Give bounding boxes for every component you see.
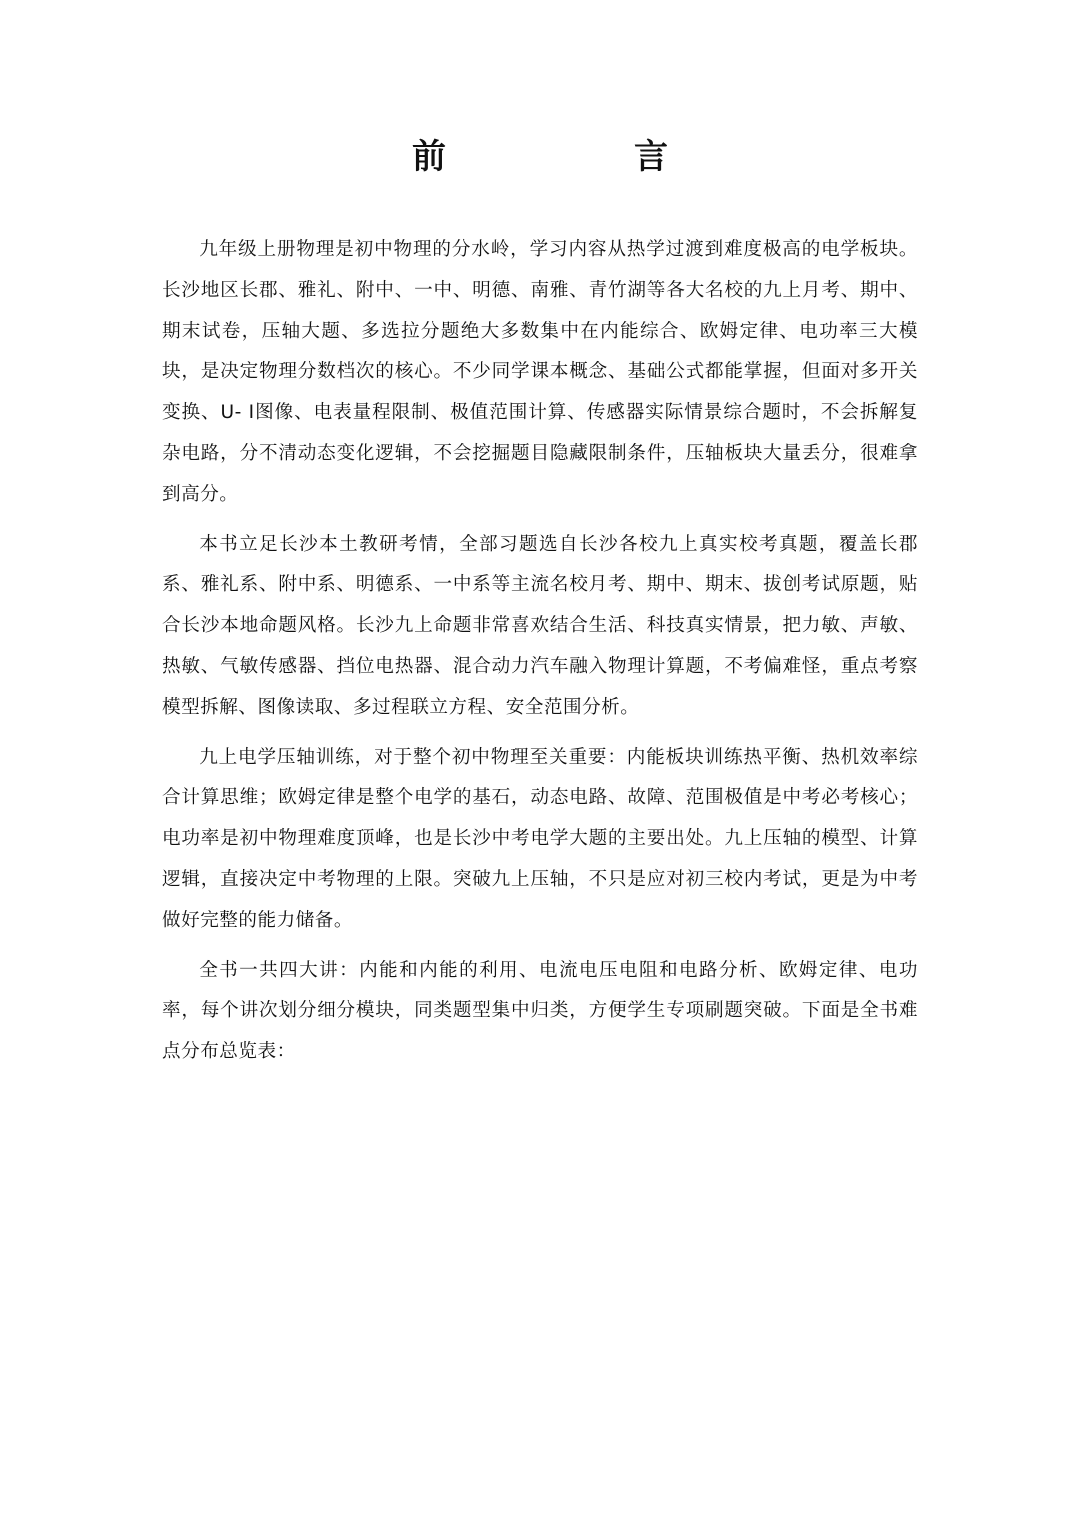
page-title: 前 言	[412, 137, 708, 177]
paragraph-4: 全书一共四大讲：内能和内能的利用、电流电压电阻和电路分析、欧姆定律、电功率，每个讲次划分细分模块，同类题型集中归类，方便学生专项刷题突破。下面是全书难点分布总览表：	[162, 959, 918, 1063]
preface-body	[162, 230, 918, 1082]
paragraph-3: 九上电学压轴训练，对于整个初中物理至关重要：内能板块训练热平衡、热机效率综合计算思维；欧姆定律是整个电学的基石，动态电路、故障、范围极值是中考必考核心；电功率是初中物理难度顶峰，也是长沙中考电学大题的主要出处。九上压轴的模型、计算逻辑，直接决定中考物理的上限。突破九上压轴，不只是应对初三校内考试，更是为中考做好完整的能力储备。	[162, 746, 918, 931]
paragraph-2: 本书立足长沙本土教研考情，全部习题选自长沙各校九上真实校考真题，覆盖长郡系、雅礼系、附中系、明德系、一中系等主流名校月考、期中、期末、拔创考试原题，贴合长沙本地命题风格。长沙九上命题非常喜欢结合生活、科技真实情景，把力敏、声敏、热敏、气敏传感器、挡位电热器、混合动力汽车融入物理计算题，不考偏难怪，重点考察模型拆解、图像读取、多过程联立方程、安全范围分析。	[162, 533, 918, 718]
paragraph-1: 九年级上册物理是初中物理的分水岭，学习内容从热学过渡到难度极高的电学板块。长沙地区长郡、雅礼、附中、一中、明德、南雅、青竹湖等各大名校的九上月考、期中、期末试卷，压轴大题、多选拉分题绝大多数集中在内能综合、欧姆定律、电功率三大模块，是决定物理分数档次的核心。不少同学课本概念、基础公式都能掌握，但面对多开关变换、U- I图像、电表量程限制、极值范围计算、传感器实际情景综合题时，不会拆解复杂电路，分不清动态变化逻辑，不会挖掘题目隐藏限制条件，压轴板块大量丢分，很难拿到高分。	[162, 239, 918, 505]
